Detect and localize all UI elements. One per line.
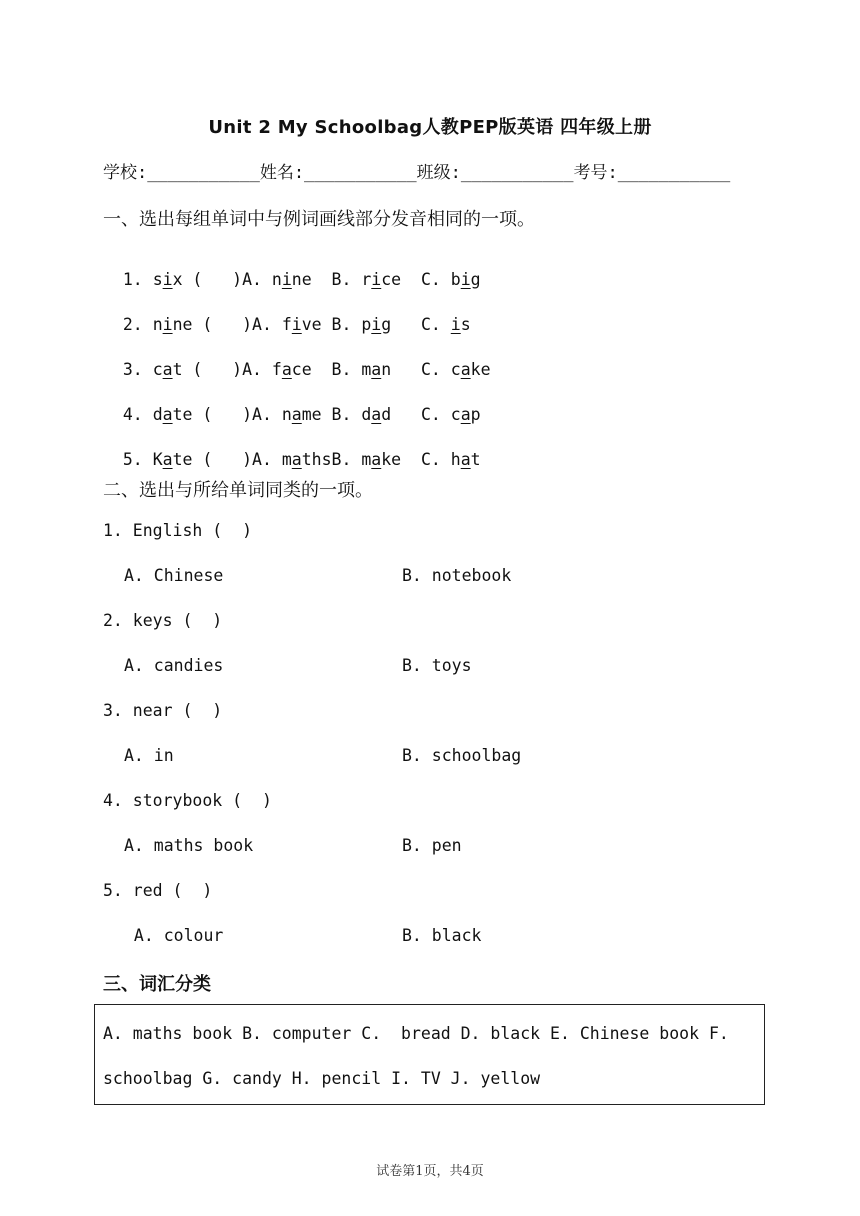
s2-q4-option-b: B. pen	[402, 836, 462, 855]
s2-q4-option-a: A. maths book	[124, 836, 254, 855]
section-1-heading: 一、选出每组单词中与例词画线部分发音相同的一项。	[103, 209, 535, 230]
s2-q1-option-a: A. Chinese	[124, 566, 224, 585]
s1-question-2: 2. nine ( )A. five B. pig C. is	[122, 315, 471, 334]
section-3-heading: 三、词汇分类	[103, 974, 211, 995]
s2-question-5: 5. red ( )	[103, 881, 213, 900]
section-2-heading: 二、选出与所给单词同类的一项。	[103, 480, 373, 501]
s2-q5-option-a: A. colour	[124, 926, 224, 945]
page-title: Unit 2 My Schoolbag人教PEP版英语 四年级上册	[208, 117, 652, 138]
s2-q3-option-b: B. schoolbag	[402, 746, 522, 765]
s2-question-2: 2. keys ( )	[103, 611, 223, 630]
s1-question-4: 4. date ( )A. name B. dad C. cap	[122, 405, 481, 424]
s2-question-3: 3. near ( )	[103, 701, 223, 720]
s2-question-4: 4. storybook ( )	[103, 791, 272, 810]
s2-q3-option-a: A. in	[124, 746, 174, 765]
word-bank-line-1: A. maths book B. computer C. bread D. black E. Chinese book F.	[103, 1024, 729, 1043]
s2-q2-option-a: A. candies	[124, 656, 224, 675]
word-bank-line-2: schoolbag G. candy H. pencil I. TV J. yellow	[103, 1069, 541, 1088]
s1-question-3: 3. cat ( )A. face B. man C. cake	[122, 360, 491, 379]
s2-q1-option-b: B. notebook	[402, 566, 512, 585]
s1-question-5: 5. Kate ( )A. mathsB. make C. hat	[122, 450, 481, 469]
s2-q2-option-b: B. toys	[402, 656, 472, 675]
s2-q5-option-b: B. black	[402, 926, 482, 945]
student-info-line: 学校:___________姓名:___________班级:___________考号:___________	[103, 163, 731, 183]
page-footer: 试卷第1页，共4页	[376, 1164, 484, 1179]
s2-question-1: 1. English ( )	[103, 521, 253, 540]
word-bank-box	[94, 1004, 765, 1105]
s1-question-1: 1. six ( )A. nine B. rice C. big	[122, 270, 481, 289]
